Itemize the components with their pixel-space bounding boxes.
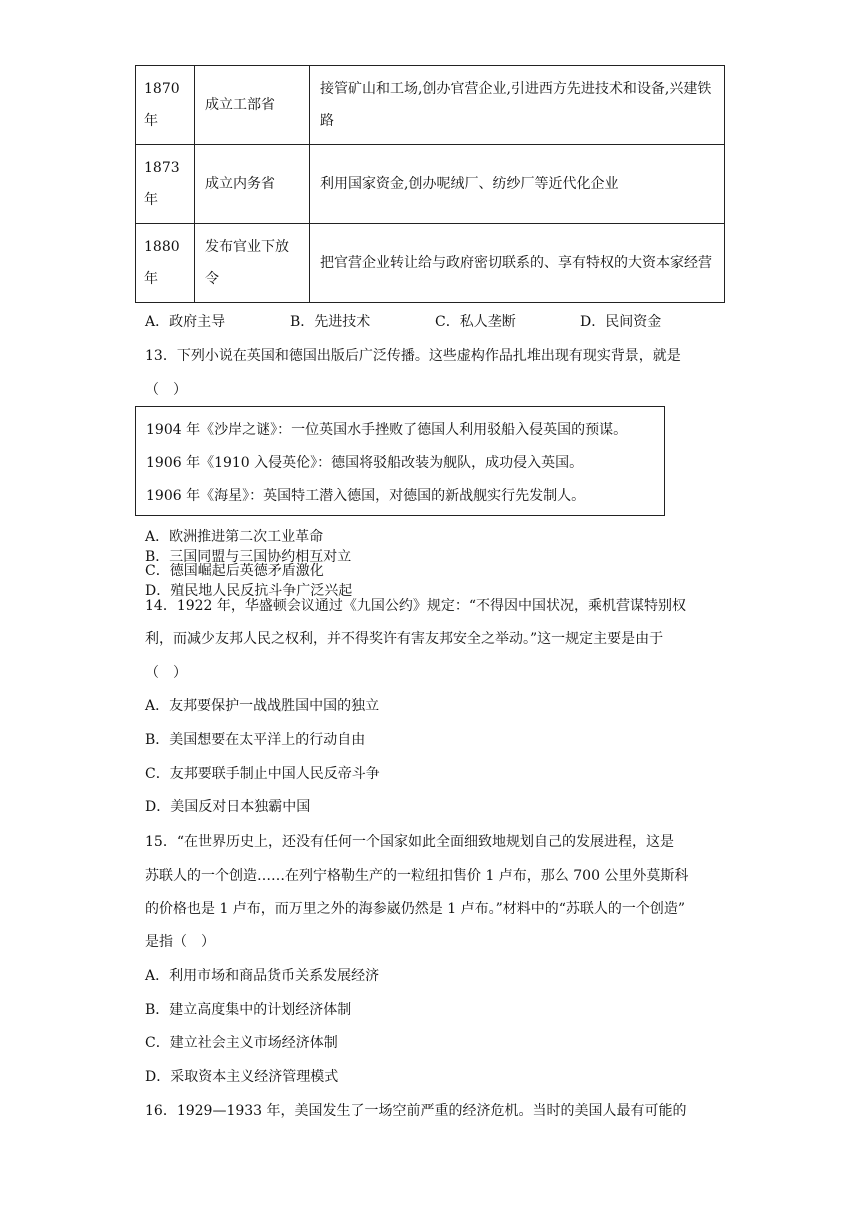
q14-stem-line: （ ）	[145, 665, 187, 681]
event-cell: 成立工部省	[195, 66, 310, 145]
q12-options	[145, 312, 725, 332]
q15-stem-line: 是指（ ）	[145, 934, 215, 950]
table-row	[136, 224, 725, 303]
box-line: 1906 年《1910 入侵英伦》：德国将驳船改装为舰队，成功侵入英国。	[146, 455, 584, 471]
content-cell: 接管矿山和工场,创办官营企业,引进西方先进技术和设备,兴建铁路	[310, 66, 725, 145]
q14-stem-line: 14．1922 年，华盛顿会议通过《九国公约》规定：“不得因中国状况，乘机营谋特别权	[145, 598, 687, 614]
q15-stem-line: 15．“在世界历史上，还没有任何一个国家如此全面细致地规划自己的发展进程，这是	[145, 834, 674, 850]
option-b[interactable]: B．美国想要在太平洋上的行动自由	[145, 732, 366, 748]
q13-novel-box	[135, 406, 665, 516]
q15-stem-line: 苏联人的一个创造……在列宁格勒生产的一粒纽扣售价 1 卢布，那么 700 公里外莫斯科	[145, 868, 689, 884]
content-cell: 利用国家资金,创办呢绒厂、纺纱厂等近代化企业	[310, 145, 725, 224]
option-a[interactable]: A．政府主导	[145, 314, 226, 330]
q13-stem-line: 13．下列小说在英国和德国出版后广泛传播。这些虚构作品扎堆出现有现实背景，就是	[145, 348, 681, 364]
year-cell: 1873年	[136, 145, 195, 224]
content-cell: 把官营企业转让给与政府密切联系的、享有特权的大资本家经营	[310, 224, 725, 303]
option-a[interactable]: A．欧洲推进第二次工业革命	[145, 529, 324, 545]
option-a[interactable]: A．利用市场和商品货币关系发展经济	[145, 968, 380, 984]
option-b[interactable]: B．先进技术	[290, 314, 371, 330]
option-c[interactable]: C．建立社会主义市场经济体制	[145, 1035, 338, 1051]
option-a[interactable]: A．友邦要保护一战战胜国中国的独立	[145, 698, 380, 714]
option-b[interactable]: B．三国同盟与三国协约相互对立	[145, 549, 352, 565]
q16-stem-line: 16．1929—1933 年，美国发生了一场空前严重的经济危机。当时的美国人最有可能的	[145, 1103, 687, 1119]
option-d[interactable]: D．采取资本主义经济管理模式	[145, 1069, 339, 1085]
table-row	[136, 66, 725, 145]
history-table	[135, 65, 725, 303]
option-b[interactable]: B．建立高度集中的计划经济体制	[145, 1002, 352, 1018]
q14-stem-line: 利，而减少友邦人民之权利，并不得奖许有害友邦安全之举动。”这一规定主要是由于	[145, 631, 664, 647]
box-line: 1904 年《沙岸之谜》：一位英国水手挫败了德国人利用驳船入侵英国的预谋。	[146, 422, 628, 438]
event-cell: 成立内务省	[195, 145, 310, 224]
year-cell: 1880年	[136, 224, 195, 303]
event-cell: 发布官业下放令	[195, 224, 310, 303]
option-c[interactable]: C．德国崛起后英德矛盾激化	[145, 563, 324, 579]
table-row	[136, 145, 725, 224]
q13-options-row	[145, 561, 725, 601]
option-d[interactable]: D．殖民地人民反抗斗争广泛兴起	[145, 583, 353, 599]
option-d[interactable]: D．民间资金	[580, 314, 662, 330]
option-d[interactable]: D．美国反对日本独霸中国	[145, 799, 311, 815]
q13-stem-line: （ ）	[145, 382, 187, 398]
option-c[interactable]: C．私人垄断	[435, 314, 516, 330]
option-c[interactable]: C．友邦要联手制止中国人民反帝斗争	[145, 766, 380, 782]
year-cell: 1870年	[136, 66, 195, 145]
box-line: 1906 年《海星》：英国特工潜入德国，对德国的新战舰实行先发制人。	[146, 488, 586, 504]
q15-stem-line: 的价格也是 1 卢布，而万里之外的海参崴仍然是 1 卢布。”材料中的“苏联人的一个创造”	[145, 901, 686, 917]
